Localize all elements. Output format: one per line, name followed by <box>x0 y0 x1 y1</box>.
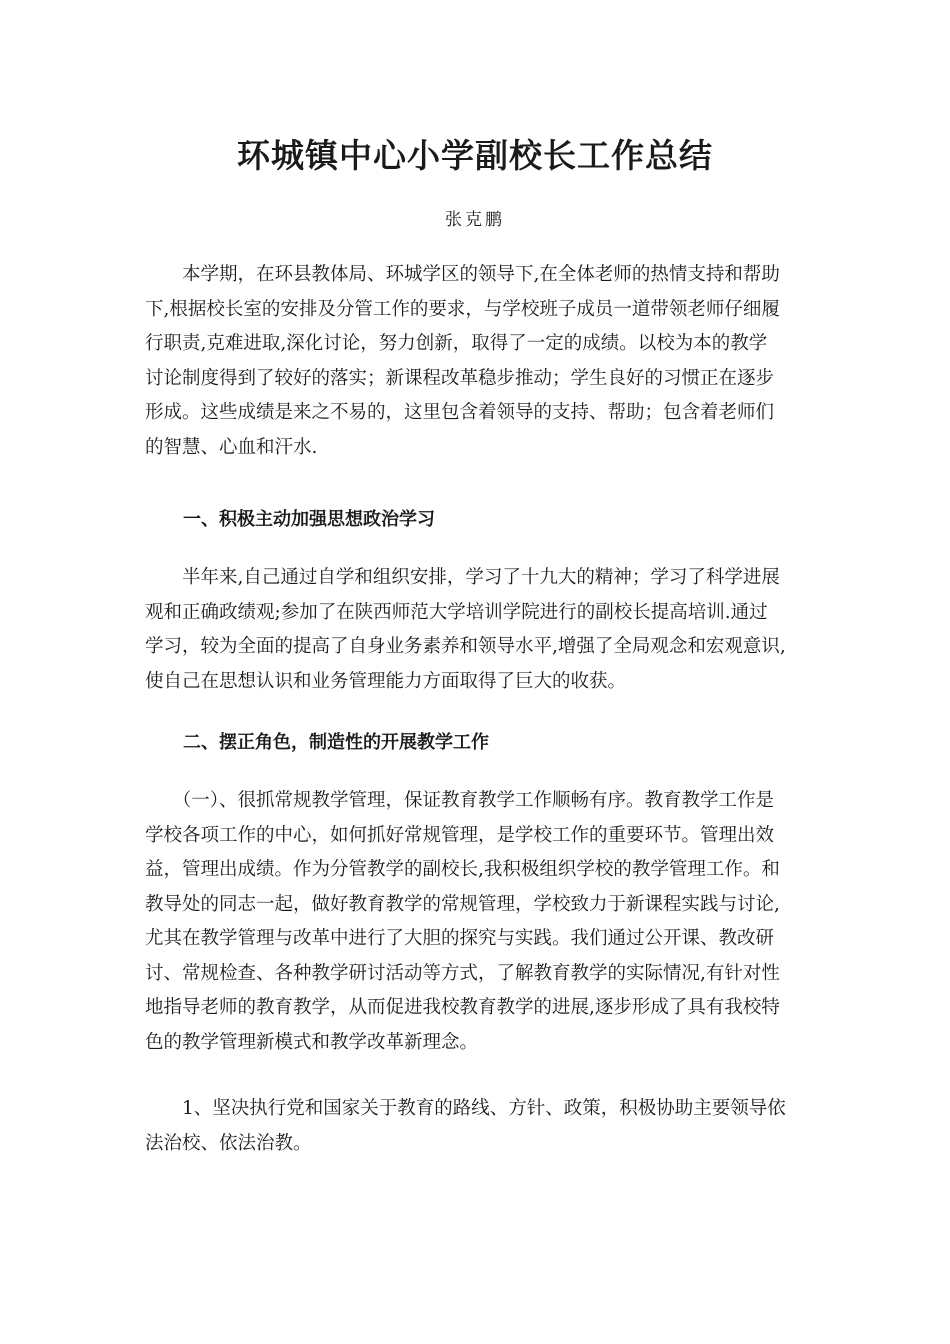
paragraph-line: 本学期，在环县教体局、环城学区的领导下,在全体老师的热情支持和帮助 <box>145 264 780 285</box>
paragraph-line: 行职责,克难进取,深化讨论，努力创新，取得了一定的成绩。以校为本的教学 <box>145 333 768 354</box>
paragraph-line: 学校各项工作的中心，如何抓好常规管理，是学校工作的重要环节。管理出效 <box>145 824 775 846</box>
paragraph-line: 半年来,自己通过自学和组织安排，学习了十九大的精神；学习了科学进展 <box>145 567 780 588</box>
section2-paragraph <box>145 784 813 1060</box>
paragraph-line: 观和正确政绩观;参加了在陕西师范大学培训学院进行的副校长提高培训.通过 <box>145 601 768 623</box>
paragraph-line: 学习，较为全面的提高了自身业务素养和领导水平,增强了全局观念和宏观意识, <box>145 636 786 657</box>
paragraph-line: （一）、很抓常规教学管理，保证教育教学工作顺畅有序。教育教学工作是 <box>145 790 775 811</box>
paragraph-line: 形成。这些成绩是来之不易的，这里包含着领导的支持、帮助；包含着老师们 <box>145 402 775 423</box>
section-heading-2: 二、摆正角色，制造性的开展教学工作 <box>183 732 489 753</box>
paragraph-line: 1、坚决执行党和国家关于教育的路线、方针、政策，积极协助主要领导依 <box>145 1098 786 1119</box>
paragraph-line: 地指导老师的教育教学，从而促进我校教育教学的进展,逐步形成了具有我校特 <box>145 997 780 1018</box>
paragraph-line: 法治校、依法治教。 <box>145 1132 312 1154</box>
intro-paragraph <box>145 258 813 465</box>
paragraph-line: 讨、常规检查、各种教学研讨活动等方式，了解教育教学的实际情况,有针对性 <box>145 962 780 984</box>
document-title: 环城镇中心小学副校长工作总结 <box>237 136 713 175</box>
paragraph-line: 益，管理出成绩。作为分管教学的副校长,我积极组织学校的教学管理工作。和 <box>145 859 780 880</box>
paragraph-line: 教导处的同志一起，做好教育教学的常规管理，学校致力于新课程实践与讨论, <box>145 893 780 915</box>
section1-paragraph <box>145 561 813 699</box>
paragraph-line: 尤其在教学管理与改革中进行了大胆的探究与实践。我们通过公开课、教改研 <box>145 928 775 949</box>
item1-paragraph <box>145 1092 813 1161</box>
paragraph-line: 讨论制度得到了较好的落实；新课程改革稳步推动；学生良好的习惯正在逐步 <box>145 367 775 389</box>
section-heading-1: 一、积极主动加强思想政治学习 <box>183 509 435 530</box>
paragraph-line: 色的教学管理新模式和教学改革新理念。 <box>145 1031 479 1053</box>
paragraph-line: 下,根据校长室的安排及分管工作的要求，与学校班子成员一道带领老师仔细履 <box>145 298 780 320</box>
document-author: 张克鹏 <box>445 210 505 230</box>
paragraph-line: 的智慧、心血和汗水. <box>145 436 318 458</box>
paragraph-line: 使自己在思想认识和业务管理能力方面取得了巨大的收获。 <box>145 670 627 692</box>
